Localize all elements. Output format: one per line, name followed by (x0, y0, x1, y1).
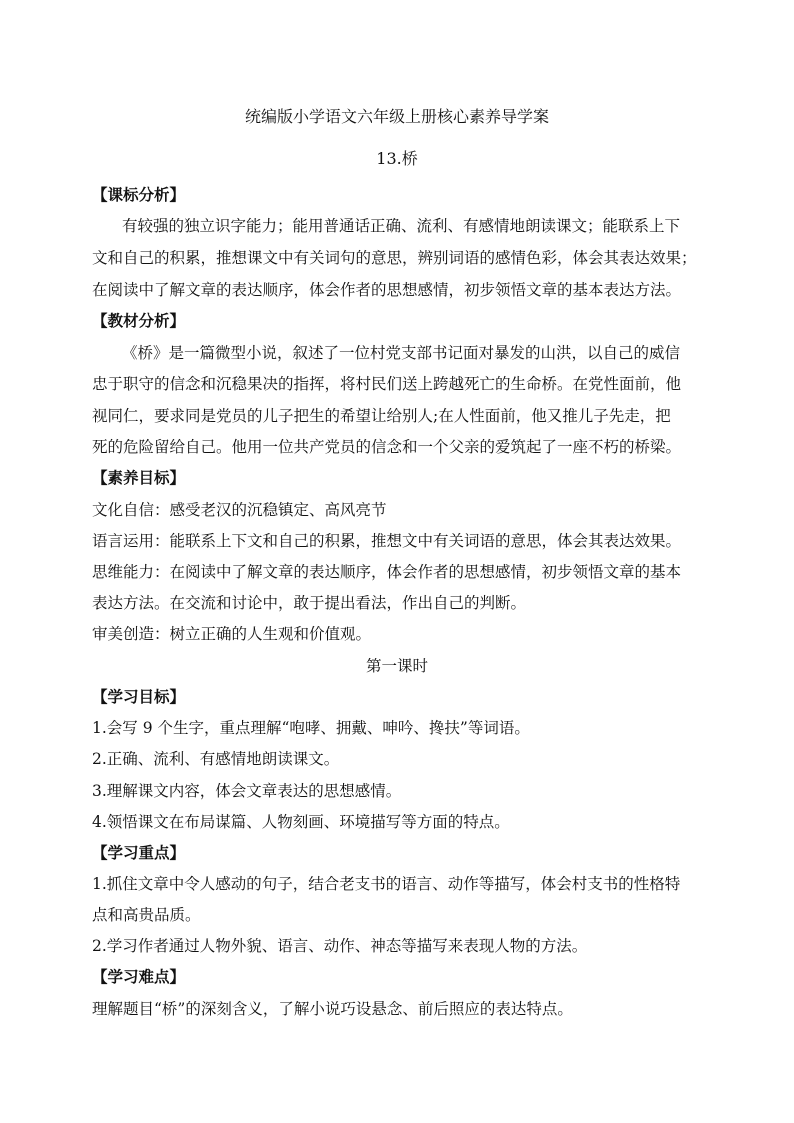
section-heading-kebiao: 【课标分析】 (92, 185, 186, 204)
lesson-title: 13.桥 (376, 149, 418, 168)
paragraph-line: 文化自信：感受老汉的沉稳镇定、高风亮节 (92, 501, 387, 519)
paragraph-line: 死的危险留给自己。他用一位共产党员的信念和一个父亲的爱筑起了一座不朽的桥梁。 (92, 438, 682, 456)
section-heading-jiaocai: 【教材分析】 (92, 311, 186, 330)
paragraph-line: 思维能力：在阅读中了解文章的表达顺序，体会作者的思想感情，初步领悟文章的基本 (92, 563, 682, 581)
list-item: 2.学习作者通过人物外貌、语言、动作、神态等描写来表现人物的方法。 (92, 937, 588, 955)
list-item: 点和高贵品质。 (92, 906, 201, 924)
list-item: 1.抓住文章中令人感动的句子，结合老支书的语言、动作等描写，体会村支书的性格特 (92, 875, 681, 893)
paragraph-line: 忠于职守的信念和沉稳果决的指挥，将村民们送上跨越死亡的生命桥。在党性面前，他 (92, 375, 682, 393)
paragraph-line: 视同仁，要求同是党员的儿子把生的希望让给别人;在人性面前，他又推儿子先走，把 (92, 407, 671, 425)
section-heading-zhongdian: 【学习重点】 (92, 843, 186, 862)
paragraph-line: 语言运用：能联系上下文和自己的积累，推想文中有关词语的意思，体会其表达效果。 (92, 532, 682, 550)
list-item: 1.会写 9 个生字，重点理解“咆哮、拥戴、呻吟、搀扶”等词语。 (92, 719, 530, 737)
paragraph-line: 审美创造：树立正确的人生观和价值观。 (92, 625, 372, 643)
list-item: 2.正确、流利、有感情地朗读课文。 (92, 750, 340, 768)
list-item: 3.理解课文内容，体会文章表达的思想感情。 (92, 782, 402, 800)
class-period-title: 第一课时 (365, 657, 428, 675)
section-heading-suyang: 【素养目标】 (92, 468, 186, 487)
list-item: 4.领悟课文在布局谋篇、人物刻画、环境描写等方面的特点。 (92, 813, 510, 831)
paragraph-line: 《桥》是一篇微型小说，叙述了一位村党支部书记面对暴发的山洪，以自己的威信 (122, 344, 681, 362)
paragraph-line: 理解题目“桥”的深刻含义，了解小说巧设悬念、前后照应的表达特点。 (92, 1000, 573, 1018)
document-title: 统编版小学语文六年级上册核心素养导学案 (244, 107, 549, 126)
paragraph-line: 文和自己的积累，推想课文中有关词句的意思，辨别词语的感情色彩，体会其表达效果； (92, 249, 697, 267)
section-heading-nandian: 【学习难点】 (92, 967, 186, 986)
paragraph-line: 表达方法。在交流和讨论中，敢于提出看法，作出自己的判断。 (92, 594, 527, 612)
section-heading-mubiao: 【学习目标】 (92, 687, 186, 706)
paragraph-line: 有较强的独立识字能力；能用普通话正确、流利、有感情地朗读课文；能联系上下 (122, 217, 681, 235)
paragraph-line: 在阅读中了解文章的表达顺序，体会作者的思想感情，初步领悟文章的基本表达方法。 (92, 281, 682, 299)
